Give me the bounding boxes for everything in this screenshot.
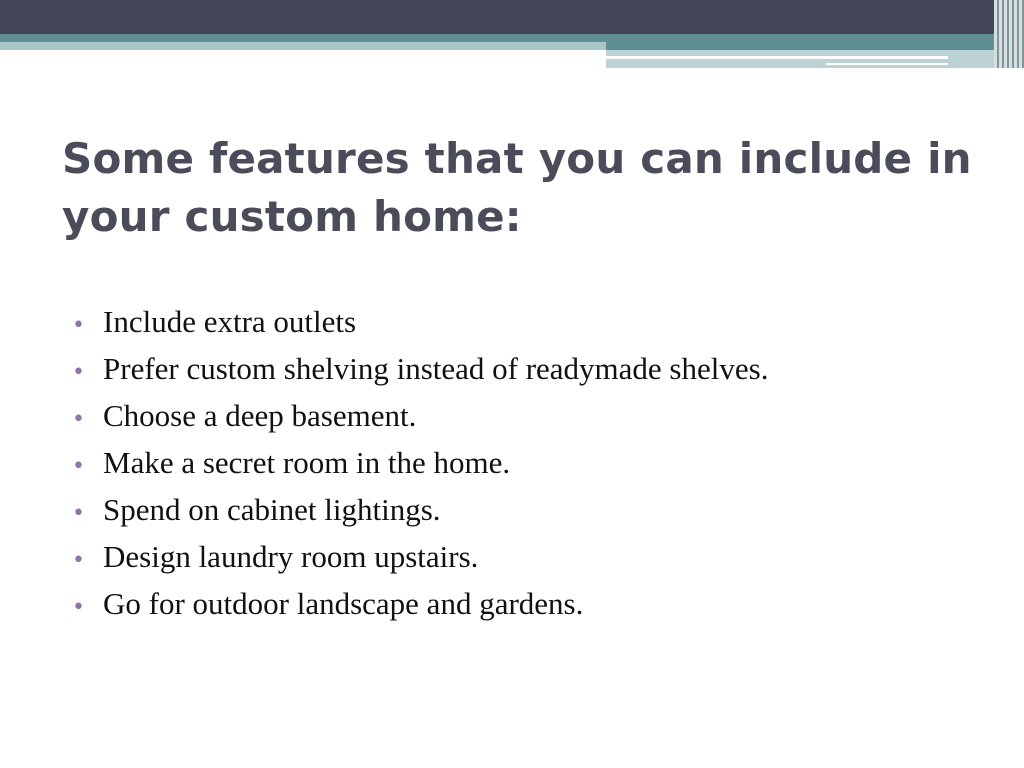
bullet-item bbox=[72, 351, 992, 398]
bullet-text: Choose a deep basement. bbox=[103, 398, 417, 433]
bullet-text: Spend on cabinet lightings. bbox=[103, 492, 441, 527]
bullet-icon: • bbox=[72, 595, 85, 620]
bullet-icon: • bbox=[72, 360, 85, 385]
bullet-icon: • bbox=[72, 407, 85, 432]
bullet-item bbox=[72, 586, 992, 633]
bullet-list bbox=[72, 304, 992, 633]
banner-light-bar-right bbox=[606, 50, 1024, 68]
slide-title: Some features that you can include in your custom home: bbox=[62, 134, 972, 241]
bullet-item bbox=[72, 539, 992, 586]
bullet-icon: • bbox=[72, 454, 85, 479]
bullet-text: Design laundry room upstairs. bbox=[103, 539, 479, 574]
bullet-item bbox=[72, 304, 992, 351]
banner-highlight-line-short bbox=[826, 63, 948, 65]
bullet-item bbox=[72, 445, 992, 492]
bullet-item bbox=[72, 492, 992, 539]
bullet-icon: • bbox=[72, 548, 85, 573]
bullet-text: Make a secret room in the home. bbox=[103, 445, 511, 480]
banner-light-bar-left bbox=[0, 42, 606, 50]
bullet-icon: • bbox=[72, 501, 85, 526]
bullet-icon: • bbox=[72, 313, 85, 338]
banner-dark-bar bbox=[0, 0, 1024, 34]
bullet-text: Include extra outlets bbox=[103, 304, 357, 339]
bullet-text: Go for outdoor landscape and gardens. bbox=[103, 586, 584, 621]
bullet-item bbox=[72, 398, 992, 445]
bullet-text: Prefer custom shelving instead of readymade shelves. bbox=[103, 351, 769, 386]
banner-highlight-line bbox=[606, 56, 948, 59]
banner-edge-stripes bbox=[994, 0, 1024, 68]
